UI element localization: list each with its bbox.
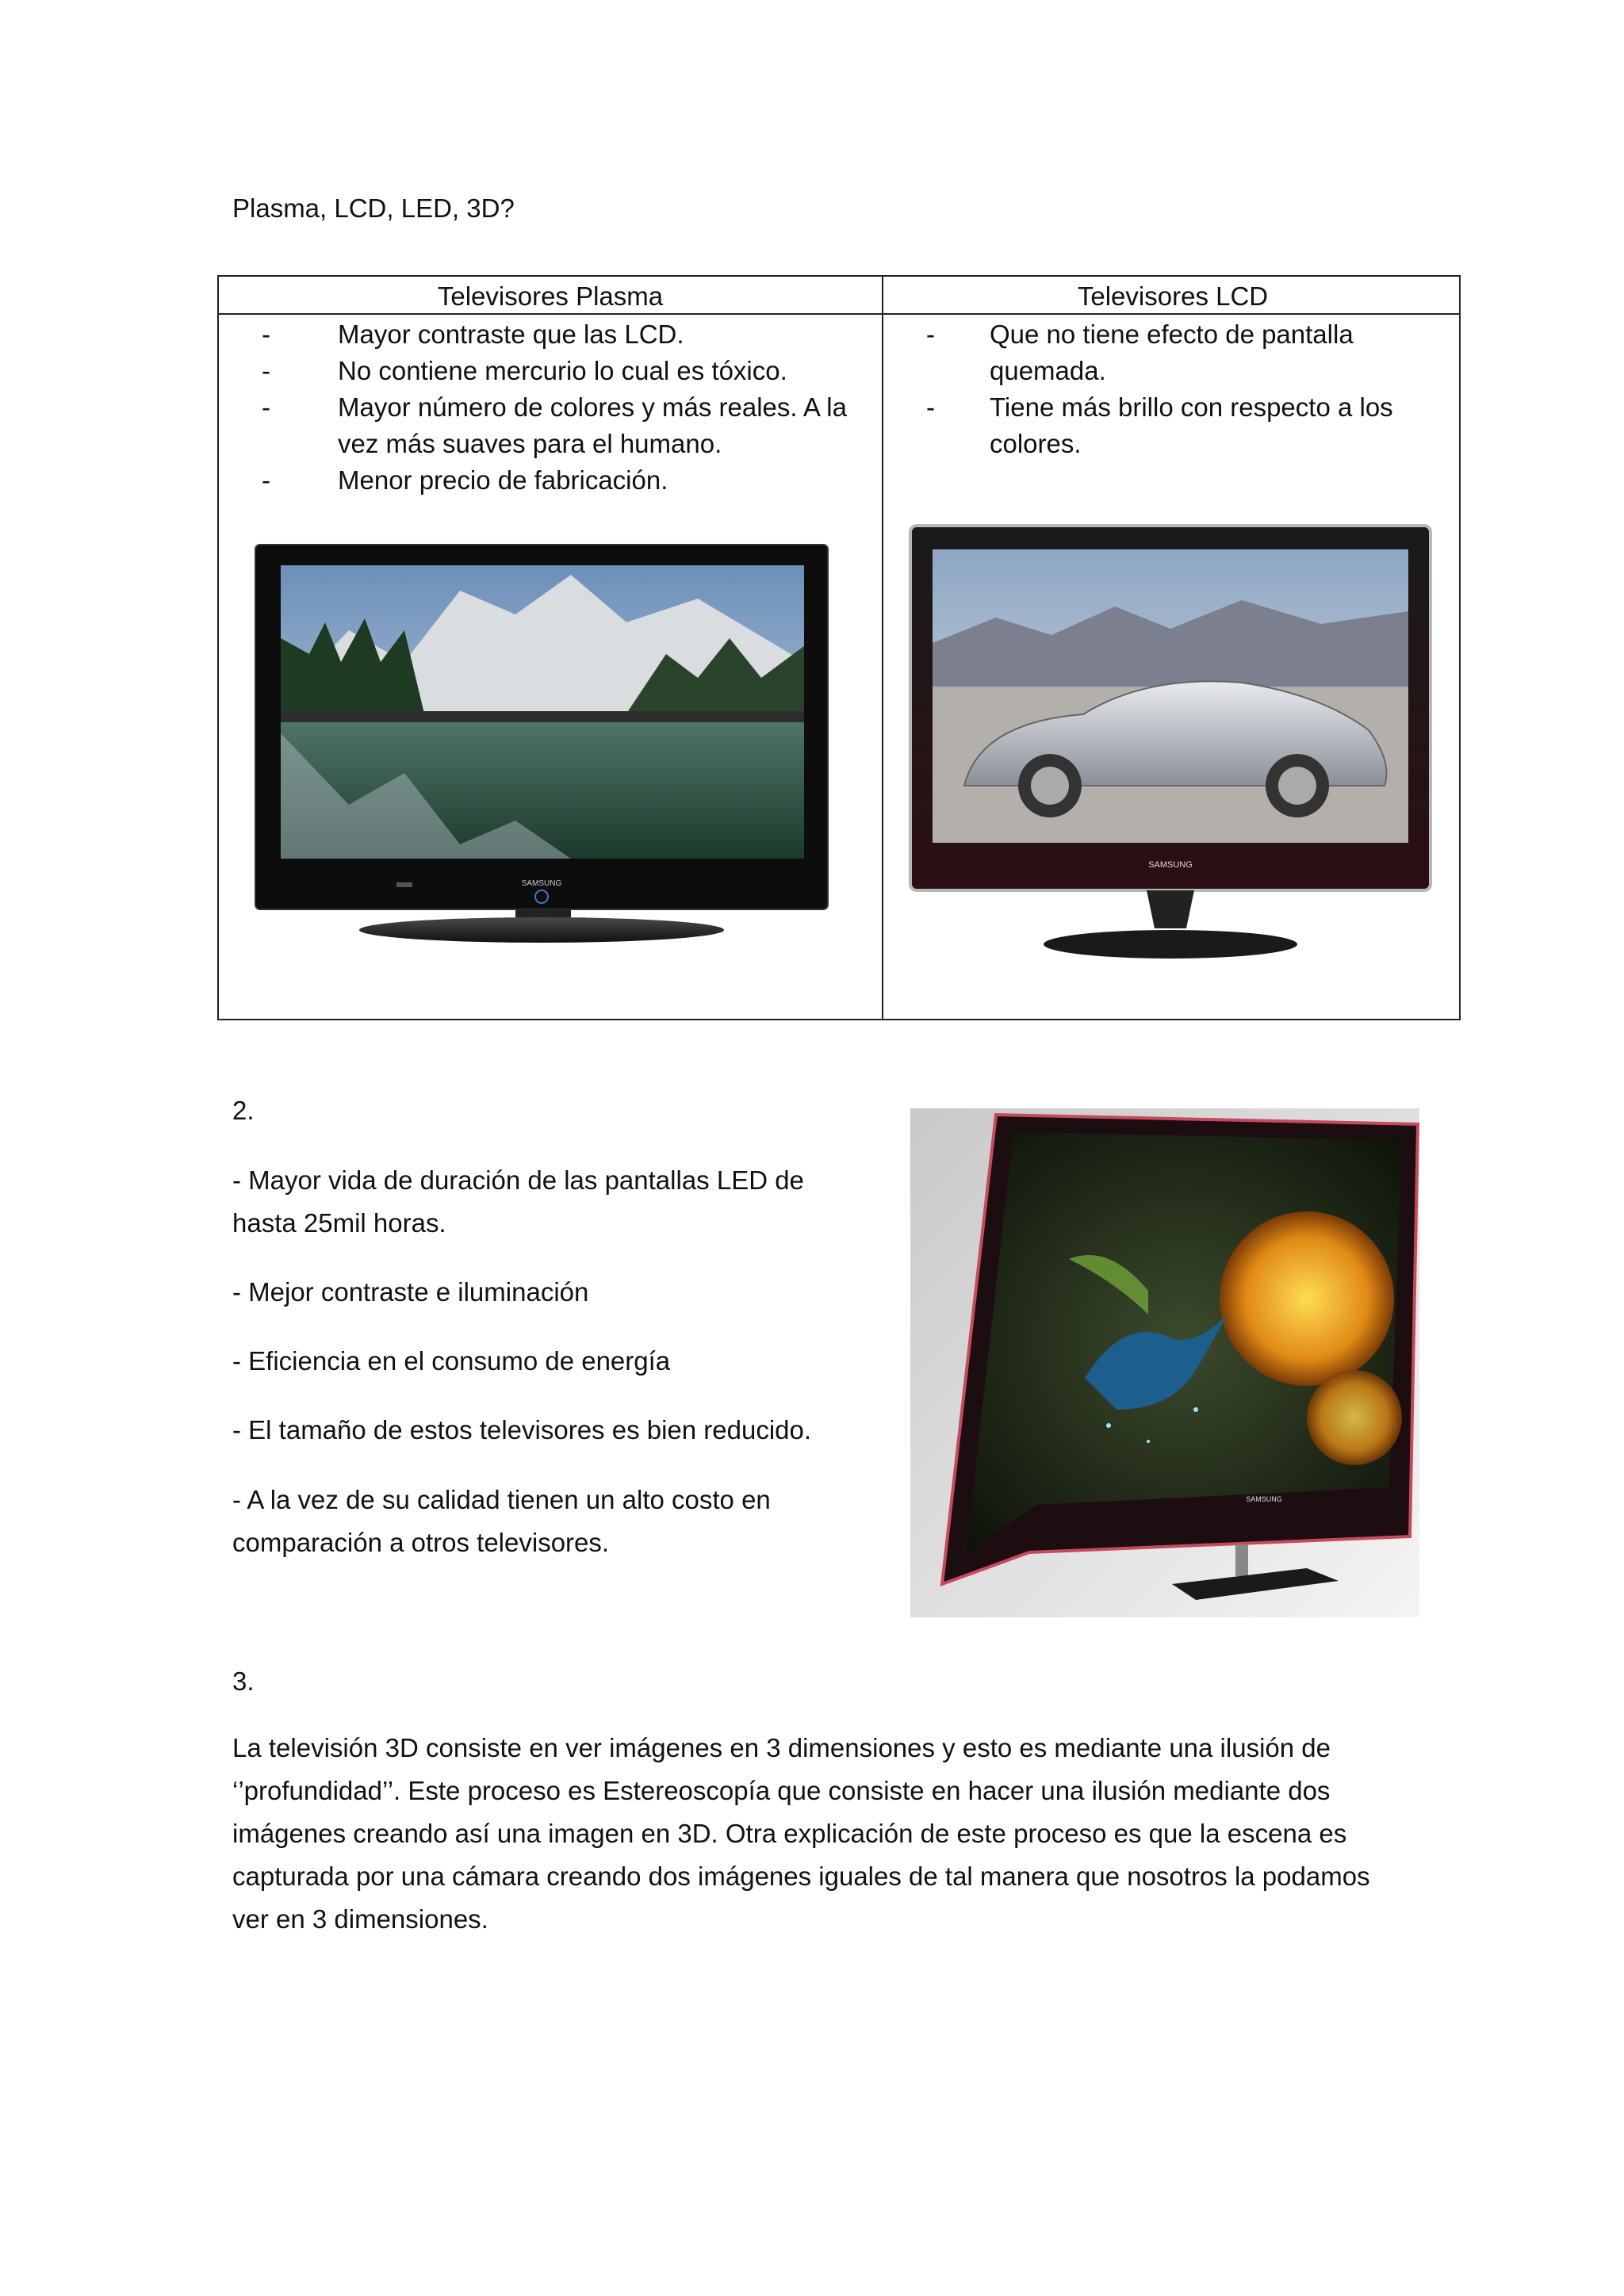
led-tv-image [910, 1108, 1419, 1617]
list-item: - Mayor número de colores y más reales. A la vez más suaves para el humano. [262, 392, 847, 458]
lcd-tv-image [909, 524, 1432, 968]
led-point-4: - El tamaño de estos televisores es bien reducido. [232, 1415, 812, 1445]
lcd-feature-list [926, 316, 1446, 462]
list-item: - Tiene más brillo con respecto a los colores. [926, 392, 1393, 458]
comparison-table [217, 275, 1461, 1020]
brand-logo: SAMSUNG [1148, 860, 1193, 870]
brand-logo: SAMSUNG [521, 879, 562, 888]
led-point-5: - A la vez de su calidad tienen un alto costo en comparación a otros televisores. [232, 1485, 771, 1557]
led-point-1: - Mayor vida de duración de las pantallas LED de hasta 25mil horas. [232, 1165, 804, 1238]
brand-logo: SAMSUNG [1246, 1495, 1282, 1503]
header-lcd: Televisores LCD [1077, 281, 1269, 311]
list-item: - Mayor contraste que las LCD. [262, 320, 684, 349]
section-3-number: 3. [232, 1667, 255, 1696]
list-item: - No contiene mercurio lo cual es tóxico. [262, 356, 787, 385]
section-3-paragraph: La televisión 3D consiste en ver imágenes en 3 dimensiones y esto es mediante una ilusión de ‘’profundidad’’. Este proceso es Estereoscopía que consiste en hacer una ilusión mediante dos imágenes creando así una imagen en 3D. Otra explicación de este proceso es que la escena es capturada por una cámara creando dos imágenes iguales de tal manera que nosotros la podamos ver en 3 dimensiones. [232, 1733, 1370, 1934]
led-point-3: - Eficiencia en el consumo de energía [232, 1346, 671, 1376]
list-item: - Menor precio de fabricación. [262, 465, 668, 495]
page-title: Plasma, LCD, LED, 3D? [232, 193, 515, 223]
led-point-2: - Mejor contraste e iluminación [232, 1277, 589, 1307]
column-divider [882, 277, 883, 1019]
plasma-feature-list [262, 316, 869, 499]
header-plasma: Televisores Plasma [437, 281, 664, 311]
list-item: - Que no tiene efecto de pantalla quemada. [926, 320, 1354, 385]
plasma-tv-image [254, 543, 836, 947]
section-2-number: 2. [232, 1096, 255, 1125]
